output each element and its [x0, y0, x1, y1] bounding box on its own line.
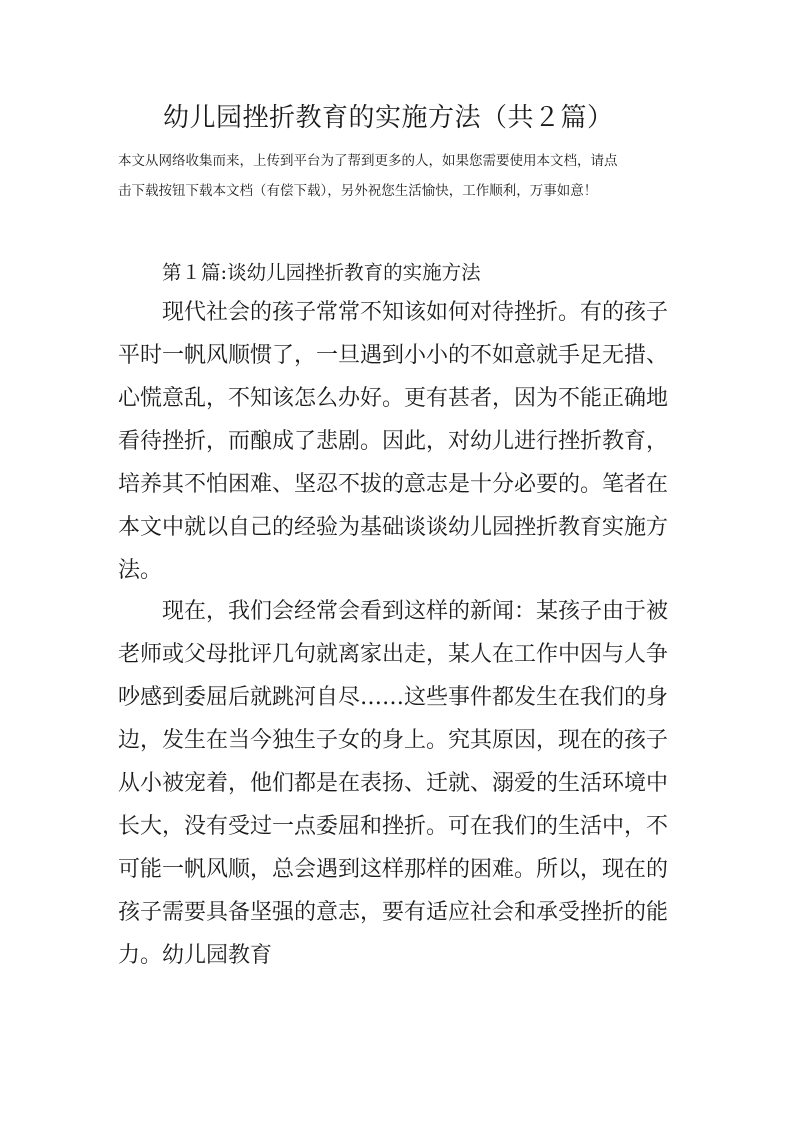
paragraph-line: 孩子需要具备坚强的意志，要有适应社会和承受挫折的能 — [118, 900, 669, 925]
document-title: 幼儿园挫折教育的实施方法（共２篇） — [163, 103, 614, 133]
paragraph-line: 心慌意乱，不知该怎么办好。更有甚者，因为不能正确地 — [118, 386, 669, 411]
paragraph-line: 可能一帆风顺，总会遇到这样那样的困难。所以，现在的 — [118, 857, 669, 882]
paragraph-line: 力。幼儿园教育 — [118, 943, 273, 968]
paragraph-line: 边，发生在当今独生子女的身上。究其原因，现在的孩子 — [118, 728, 669, 753]
paragraph-line: 长大，没有受过一点委屈和挫折。可在我们的生活中，不 — [118, 814, 669, 839]
section-heading: 第１篇:谈幼儿园挫折教育的实施方法 — [162, 261, 481, 284]
paragraph-line: 培养其不怕困难、坚忍不拔的意志是十分必要的。笔者在 — [118, 472, 669, 497]
paragraph-line: 现在，我们会经常会看到这样的新闻：某孩子由于被 — [162, 599, 669, 624]
paragraph-1 — [118, 291, 698, 592]
notice-line: 本文从网络收集而来，上传到平台为了帮到更多的人，如果您需要使用本文档，请点 — [118, 153, 618, 169]
download-notice — [118, 146, 698, 206]
paragraph-line: 从小被宠着，他们都是在表扬、迁就、溺爱的生活环境中 — [118, 771, 669, 796]
paragraph-2 — [118, 590, 698, 977]
paragraph-line: 本文中就以自己的经验为基础谈谈幼儿园挫折教育实施方 — [118, 515, 669, 540]
notice-line: 击下载按钮下载本文档（有偿下载），另外祝您生活愉快，工作顺利，万事如意！ — [118, 183, 598, 199]
paragraph-line: 老师或父母批评几句就离家出走，某人在工作中因与人争 — [118, 642, 669, 667]
paragraph-line: 吵感到委屈后就跳河自尽……这些事件都发生在我们的身 — [118, 685, 669, 710]
paragraph-line: 法。 — [118, 558, 163, 583]
paragraph-line: 现代社会的孩子常常不知该如何对待挫折。有的孩子 — [162, 300, 669, 325]
paragraph-line: 平时一帆风顺惯了，一旦遇到小小的不如意就手足无措、 — [118, 343, 669, 368]
paragraph-line: 看待挫折，而酿成了悲剧。因此，对幼儿进行挫折教育， — [118, 429, 669, 454]
